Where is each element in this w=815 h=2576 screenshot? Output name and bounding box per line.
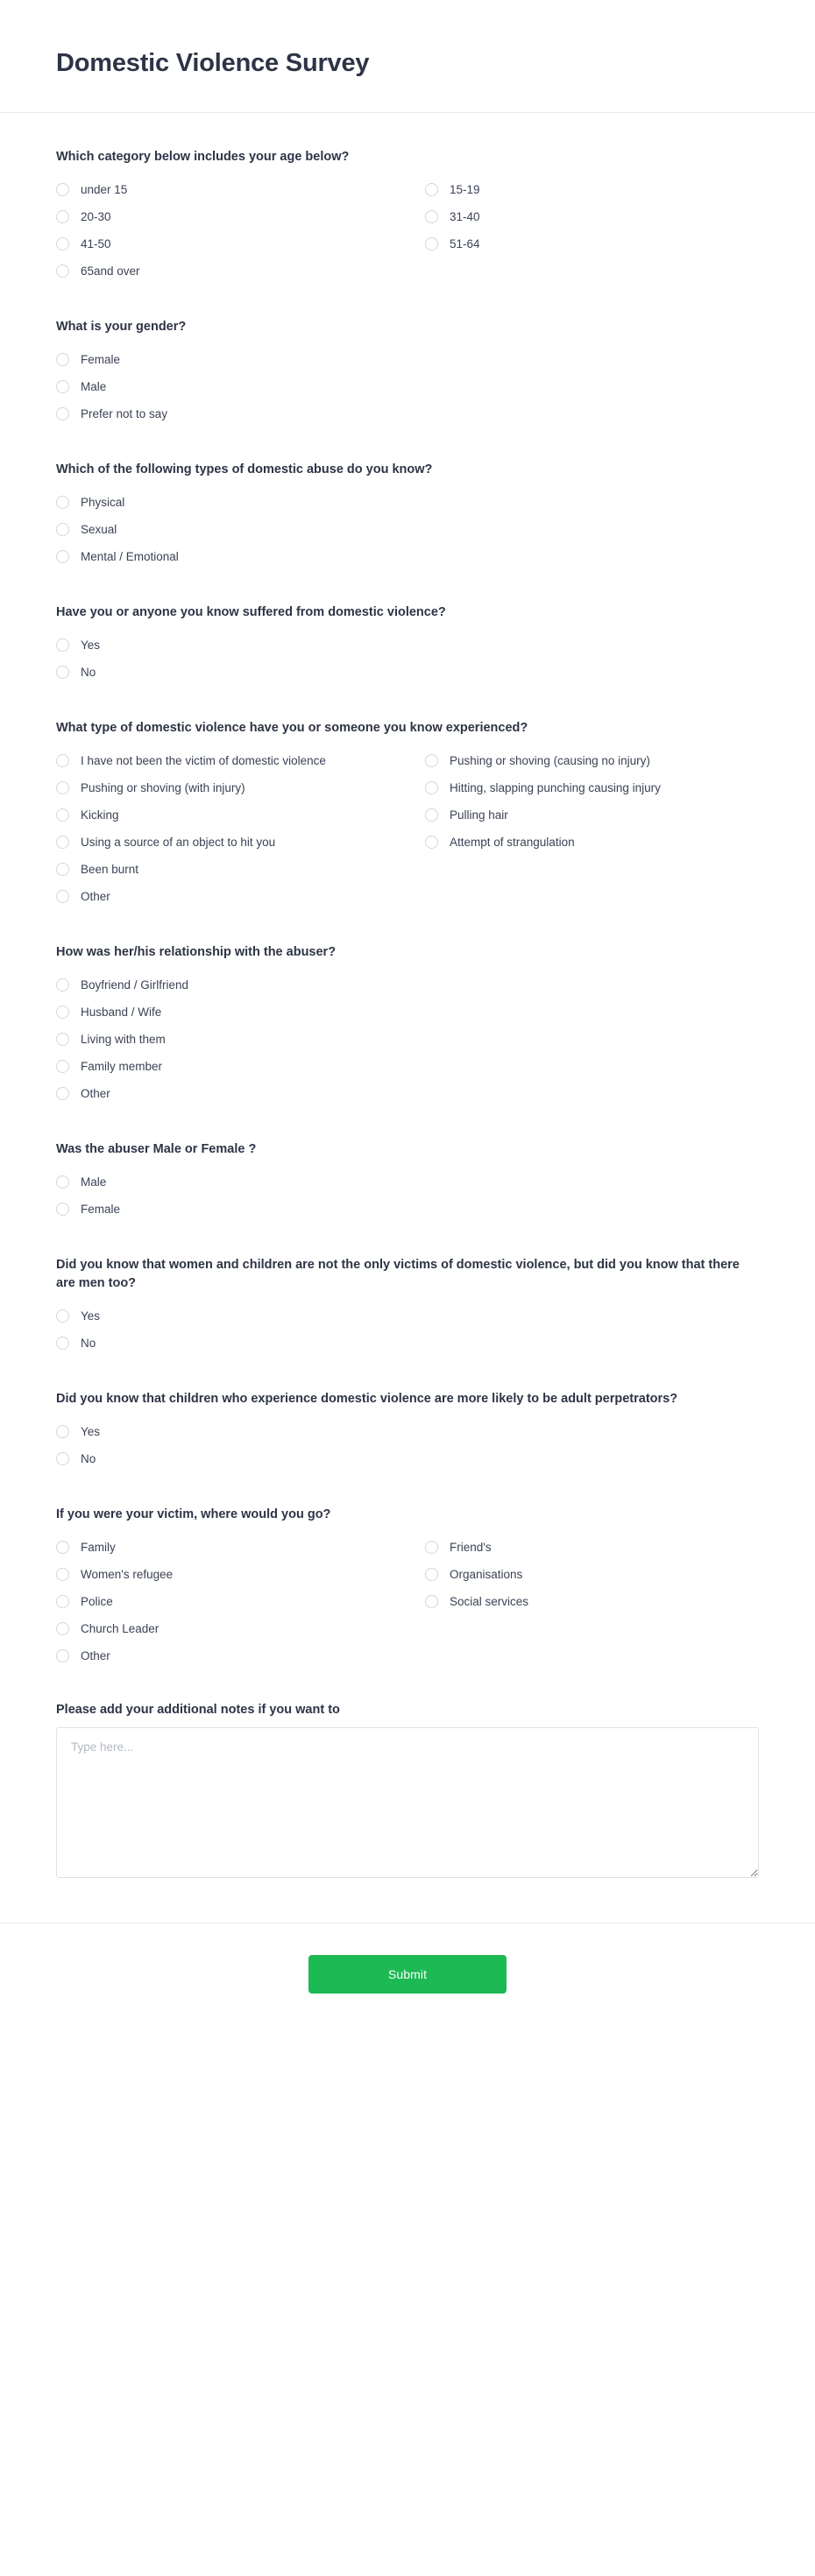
radio-option[interactable] bbox=[56, 348, 759, 375]
radio-option-label: Using a source of an object to hit you bbox=[81, 835, 276, 849]
radio-circle-icon[interactable] bbox=[56, 550, 69, 563]
radio-group bbox=[56, 1170, 759, 1224]
radio-circle-icon[interactable] bbox=[425, 1568, 438, 1581]
radio-option-label: Pushing or shoving (causing no injury) bbox=[450, 753, 650, 767]
radio-option[interactable] bbox=[56, 749, 408, 776]
radio-option[interactable] bbox=[56, 1055, 759, 1082]
question-label: Was the abuser Male or Female ? bbox=[56, 1141, 257, 1156]
question-block bbox=[56, 1506, 759, 1671]
radio-option[interactable] bbox=[56, 830, 408, 857]
radio-option[interactable] bbox=[56, 1563, 408, 1590]
radio-option-label: under 15 bbox=[81, 182, 128, 196]
radio-group bbox=[56, 1304, 759, 1359]
radio-group-column-right bbox=[408, 1535, 759, 1671]
radio-group-column-left bbox=[56, 749, 408, 912]
radio-option[interactable] bbox=[56, 1082, 759, 1109]
radio-circle-icon[interactable] bbox=[425, 1541, 438, 1554]
question-block bbox=[56, 719, 759, 912]
radio-option[interactable] bbox=[56, 178, 408, 205]
radio-option[interactable] bbox=[425, 178, 759, 205]
question-label: Have you or anyone you know suffered from domestic violence? bbox=[56, 604, 446, 619]
radio-option-label: Male bbox=[81, 1175, 107, 1189]
radio-circle-icon[interactable] bbox=[56, 1568, 69, 1581]
radio-option-label: Social services bbox=[450, 1594, 529, 1608]
radio-option[interactable] bbox=[56, 633, 759, 660]
radio-circle-icon[interactable] bbox=[425, 237, 438, 251]
radio-group bbox=[56, 973, 759, 1109]
radio-option[interactable] bbox=[425, 205, 759, 232]
radio-option[interactable] bbox=[56, 518, 759, 545]
radio-option[interactable] bbox=[56, 1027, 759, 1055]
radio-circle-icon[interactable] bbox=[56, 781, 69, 794]
radio-option[interactable] bbox=[425, 1590, 759, 1617]
radio-option[interactable] bbox=[56, 490, 759, 518]
radio-option-label: Living with them bbox=[81, 1032, 166, 1046]
radio-option[interactable] bbox=[56, 402, 759, 429]
radio-circle-icon[interactable] bbox=[56, 808, 69, 822]
radio-option-label: Yes bbox=[81, 638, 101, 652]
radio-option-label: Husband / Wife bbox=[81, 1005, 162, 1019]
radio-option[interactable] bbox=[56, 259, 408, 286]
radio-circle-icon[interactable] bbox=[56, 353, 69, 366]
form-footer bbox=[0, 1923, 815, 2039]
radio-option[interactable] bbox=[56, 1170, 759, 1197]
radio-option[interactable] bbox=[425, 830, 759, 857]
radio-option[interactable] bbox=[56, 857, 408, 885]
radio-option-label: No bbox=[81, 665, 96, 679]
radio-option-label: Male bbox=[81, 379, 107, 393]
radio-option[interactable] bbox=[56, 1331, 759, 1359]
radio-option-label: Women's refugee bbox=[81, 1567, 174, 1581]
radio-circle-icon[interactable] bbox=[56, 380, 69, 393]
radio-group bbox=[56, 348, 759, 429]
radio-circle-icon[interactable] bbox=[56, 1175, 69, 1189]
radio-option-label: 51-64 bbox=[450, 236, 480, 251]
radio-option-label: No bbox=[81, 1336, 96, 1350]
radio-option-label: Family member bbox=[81, 1059, 163, 1073]
question-label: What is your gender? bbox=[56, 319, 187, 334]
radio-circle-icon[interactable] bbox=[425, 183, 438, 196]
radio-option-label: 15-19 bbox=[450, 182, 480, 196]
radio-circle-icon[interactable] bbox=[56, 978, 69, 992]
radio-circle-icon[interactable] bbox=[56, 639, 69, 652]
question-block bbox=[56, 603, 759, 688]
question-label: Which category below includes your age below? bbox=[56, 149, 350, 164]
radio-circle-icon[interactable] bbox=[56, 1425, 69, 1438]
radio-group bbox=[56, 178, 759, 286]
radio-option[interactable] bbox=[56, 776, 408, 803]
radio-circle-icon[interactable] bbox=[56, 407, 69, 420]
radio-option[interactable] bbox=[56, 660, 759, 688]
radio-circle-icon[interactable] bbox=[56, 237, 69, 251]
radio-option[interactable] bbox=[56, 1197, 759, 1224]
question-block bbox=[56, 461, 759, 572]
radio-circle-icon[interactable] bbox=[56, 523, 69, 536]
radio-option-label: Police bbox=[81, 1594, 113, 1608]
radio-circle-icon[interactable] bbox=[56, 1337, 69, 1350]
radio-circle-icon[interactable] bbox=[56, 1541, 69, 1554]
radio-option[interactable] bbox=[56, 973, 759, 1000]
radio-circle-icon[interactable] bbox=[425, 754, 438, 767]
radio-circle-icon[interactable] bbox=[56, 1060, 69, 1073]
radio-option[interactable] bbox=[56, 232, 408, 259]
radio-option[interactable] bbox=[56, 1304, 759, 1331]
radio-option-label: I have not been the victim of domestic violence bbox=[81, 753, 326, 767]
additional-notes-input[interactable] bbox=[56, 1727, 759, 1878]
radio-circle-icon[interactable] bbox=[56, 1203, 69, 1216]
radio-circle-icon[interactable] bbox=[56, 1595, 69, 1608]
radio-option-label: Church Leader bbox=[81, 1621, 159, 1635]
radio-option-label: Sexual bbox=[81, 522, 117, 536]
radio-circle-icon[interactable] bbox=[56, 1006, 69, 1019]
radio-circle-icon[interactable] bbox=[56, 265, 69, 278]
radio-option[interactable] bbox=[56, 1617, 408, 1644]
question-label: Which of the following types of domestic abuse do you know? bbox=[56, 462, 433, 476]
question-block bbox=[56, 318, 759, 429]
form-header bbox=[0, 0, 815, 113]
radio-option[interactable] bbox=[425, 749, 759, 776]
radio-option-label: Mental / Emotional bbox=[81, 549, 179, 563]
radio-option-label: Boyfriend / Girlfriend bbox=[81, 977, 189, 992]
radio-circle-icon[interactable] bbox=[56, 1452, 69, 1465]
radio-option[interactable] bbox=[425, 776, 759, 803]
radio-circle-icon[interactable] bbox=[56, 183, 69, 196]
radio-circle-icon[interactable] bbox=[56, 1309, 69, 1323]
radio-group bbox=[56, 1535, 759, 1671]
submit-button[interactable]: Submit bbox=[308, 1955, 507, 1994]
radio-circle-icon[interactable] bbox=[425, 808, 438, 822]
radio-option-label: Female bbox=[81, 1202, 121, 1216]
radio-option-label: Attempt of strangulation bbox=[450, 835, 575, 849]
radio-option-label: Physical bbox=[81, 495, 125, 509]
radio-group-column-right bbox=[408, 178, 759, 286]
radio-option[interactable] bbox=[56, 1420, 759, 1447]
radio-option[interactable] bbox=[425, 1535, 759, 1563]
radio-circle-icon[interactable] bbox=[56, 1033, 69, 1046]
radio-option-label: Family bbox=[81, 1540, 116, 1554]
radio-option-label: Pulling hair bbox=[450, 808, 508, 822]
radio-circle-icon[interactable] bbox=[56, 210, 69, 223]
radio-circle-icon[interactable] bbox=[56, 863, 69, 876]
radio-option-label: Other bbox=[81, 1648, 110, 1662]
additional-notes-block bbox=[56, 1703, 759, 1882]
radio-option[interactable] bbox=[56, 1000, 759, 1027]
page-title: Domestic Violence Survey bbox=[56, 49, 370, 77]
radio-circle-icon[interactable] bbox=[56, 754, 69, 767]
radio-circle-icon[interactable] bbox=[425, 210, 438, 223]
question-block bbox=[56, 1140, 759, 1224]
radio-circle-icon[interactable] bbox=[56, 1622, 69, 1635]
radio-circle-icon[interactable] bbox=[56, 836, 69, 849]
radio-option-label: Kicking bbox=[81, 808, 119, 822]
radio-option[interactable] bbox=[56, 1590, 408, 1617]
radio-circle-icon[interactable] bbox=[56, 496, 69, 509]
form-body bbox=[0, 113, 815, 1882]
radio-option[interactable] bbox=[56, 885, 408, 912]
radio-group bbox=[56, 749, 759, 912]
additional-notes-label: Please add your additional notes if you want to bbox=[56, 1702, 340, 1717]
radio-option-label: Pushing or shoving (with injury) bbox=[81, 780, 245, 794]
question-block bbox=[56, 943, 759, 1109]
radio-option[interactable] bbox=[425, 803, 759, 830]
question-block bbox=[56, 1256, 759, 1359]
radio-option-label: 41-50 bbox=[81, 236, 111, 251]
radio-option-label: 65and over bbox=[81, 264, 140, 278]
radio-circle-icon[interactable] bbox=[425, 1595, 438, 1608]
radio-option[interactable] bbox=[56, 1535, 408, 1563]
radio-option-label: Other bbox=[81, 1086, 110, 1100]
radio-option-label: Female bbox=[81, 352, 121, 366]
radio-circle-icon[interactable] bbox=[425, 836, 438, 849]
radio-option[interactable] bbox=[56, 1644, 408, 1671]
radio-option-label: Other bbox=[81, 889, 110, 903]
radio-group-column-left bbox=[56, 1535, 408, 1671]
radio-group bbox=[56, 490, 759, 572]
radio-option-label: Hitting, slapping punching causing injury bbox=[450, 780, 661, 794]
question-label: How was her/his relationship with the abuser? bbox=[56, 944, 337, 959]
radio-circle-icon[interactable] bbox=[56, 666, 69, 679]
radio-option-label: Yes bbox=[81, 1424, 101, 1438]
radio-option-label: Organisations bbox=[450, 1567, 523, 1581]
radio-group bbox=[56, 633, 759, 688]
radio-option[interactable] bbox=[425, 1563, 759, 1590]
radio-group-column-left bbox=[56, 178, 408, 286]
radio-option[interactable] bbox=[56, 1447, 759, 1474]
question-label: Did you know that children who experience domestic violence are more likely to be adult perpetrators? bbox=[56, 1391, 678, 1406]
question-block bbox=[56, 148, 759, 286]
radio-option-label: 31-40 bbox=[450, 209, 480, 223]
question-block bbox=[56, 1390, 759, 1474]
radio-option-label: Friend's bbox=[450, 1540, 492, 1554]
radio-option[interactable] bbox=[56, 545, 759, 572]
radio-circle-icon[interactable] bbox=[56, 890, 69, 903]
radio-group-column-right bbox=[408, 749, 759, 912]
radio-option[interactable] bbox=[425, 232, 759, 259]
radio-option[interactable] bbox=[56, 803, 408, 830]
radio-option-label: Yes bbox=[81, 1309, 101, 1323]
radio-option[interactable] bbox=[56, 375, 759, 402]
radio-group bbox=[56, 1420, 759, 1474]
question-label: If you were your victim, where would you go? bbox=[56, 1507, 331, 1521]
radio-circle-icon[interactable] bbox=[56, 1649, 69, 1662]
radio-option-label: Prefer not to say bbox=[81, 406, 168, 420]
radio-circle-icon[interactable] bbox=[56, 1087, 69, 1100]
radio-option[interactable] bbox=[56, 205, 408, 232]
question-label: What type of domestic violence have you or someone you know experienced? bbox=[56, 720, 528, 735]
radio-circle-icon[interactable] bbox=[425, 781, 438, 794]
radio-option-label: No bbox=[81, 1451, 96, 1465]
radio-option-label: Been burnt bbox=[81, 862, 139, 876]
question-label: Did you know that women and children are not the only victims of domestic violence, but did you know that there are men too? bbox=[56, 1257, 740, 1290]
radio-option-label: 20-30 bbox=[81, 209, 111, 223]
